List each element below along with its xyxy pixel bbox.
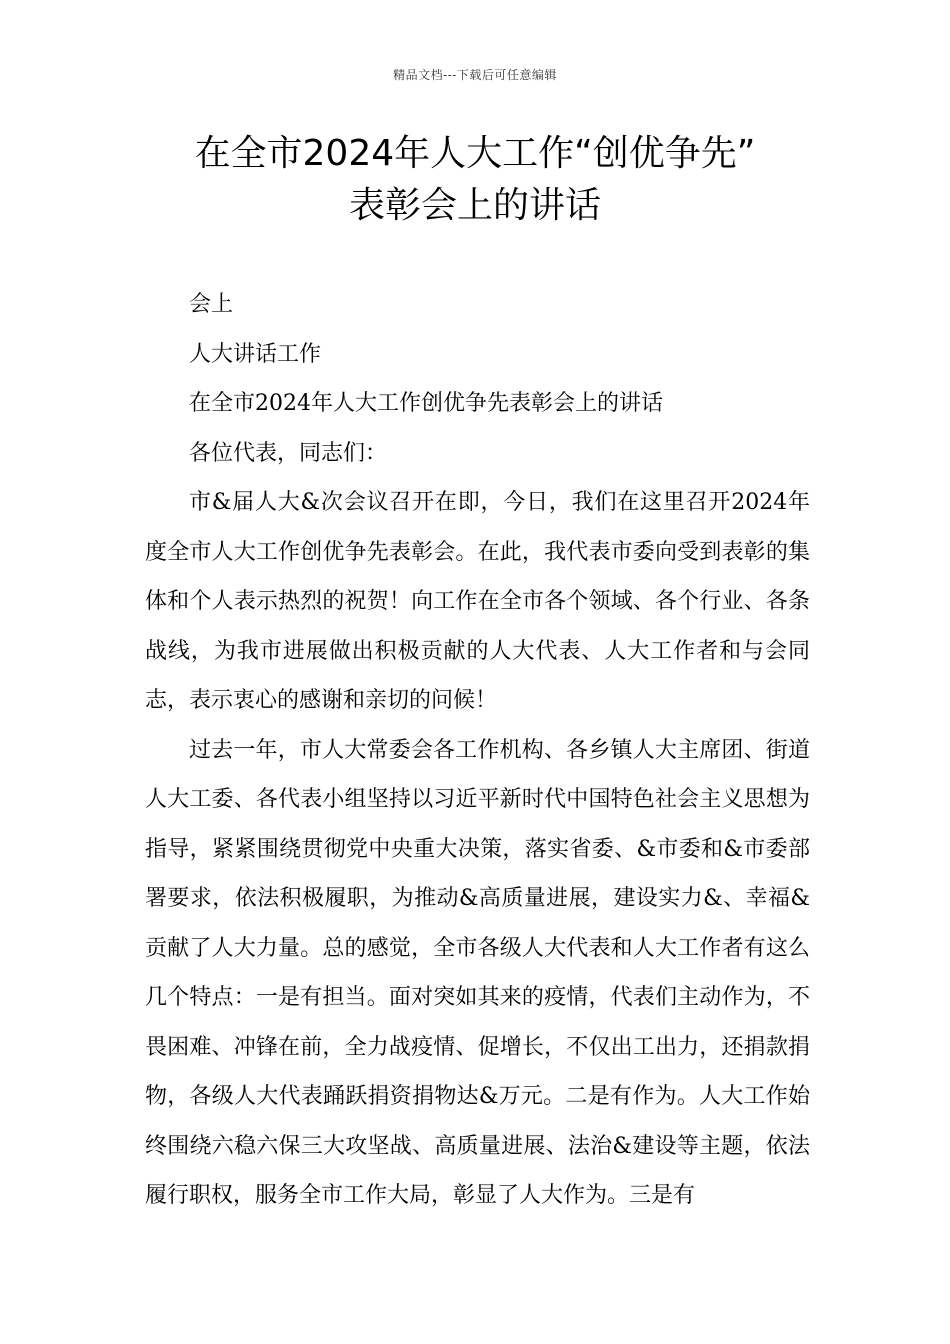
paragraph: 过去一年，市人大常委会各工作机构、各乡镇人大主席团、街道人大工委、各代表小组坚持以习近平新时代中国特色社会主义思想为指导，紧紧围绕贯彻党中央重大决策，落实省委、&市委和&市委部署要求，依法积极履职，为推动&高质量进展，建设实力&、幸福&贡献了人大力量。总的感觉，全市各级人大代表和人大工作者有这么几个特点：一是有担当。面对突如其来的疫情，代表们主动作为，不畏困难、冲锋在前，全力战疫情、促增长，不仅出工出力，还捐款捐物，各级人大代表踊跃捐资捐物达&万元。二是有作为。人大工作始终围绕六稳六保三大攻坚战、高质量进展、法治&建设等主题，依法履行职权，服务全市工作大局，彰显了人大作为。三是有 [145, 737, 810, 1208]
paragraph: 人大讲话工作 [189, 341, 322, 367]
salutation: 各位代表，同志们： [189, 440, 388, 466]
paragraph: 市&届人大&次会议召开在即，今日，我们在这里召开2024年度全市人大工作创优争先表彰会。在此，我代表市委向受到表彰的集体和个人表示热烈的祝贺！向工作在全市各个领域、各个行业、各条战线，为我市进展做出积极贡献的人大代表、人大工作者和与会同志，表示衷心的感谢和亲切的问候！ [145, 490, 810, 713]
header-note: 精品文档---下载后可任意编辑 [393, 68, 557, 82]
document-body [145, 280, 810, 1221]
title-line-1: 在全市2024年人大工作“创优争先” [194, 133, 756, 174]
title-line-2: 表彰会上的讲话 [348, 185, 601, 226]
paragraph: 在全市2024年人大工作创优争先表彰会上的讲话 [189, 391, 663, 416]
document-title [120, 128, 830, 232]
paragraph: 会上 [189, 292, 234, 317]
